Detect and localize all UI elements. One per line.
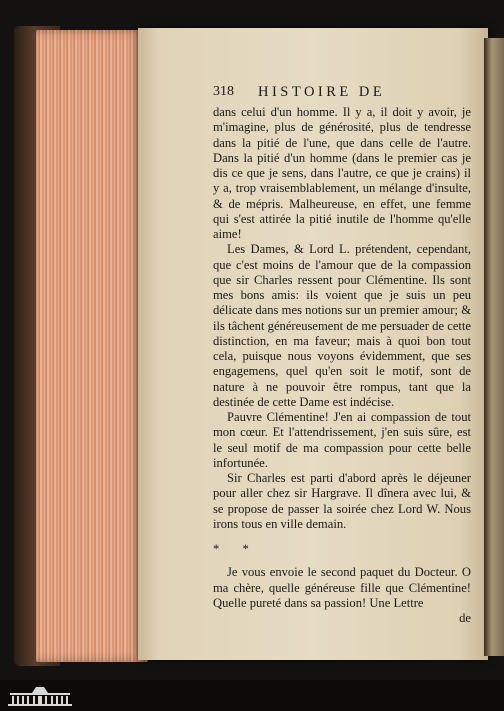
library-building-logo	[6, 684, 74, 708]
page-number: 318	[213, 84, 234, 99]
paragraph-5: Je vous envoie le second paquet du Docteur. O ma chère, quelle généreuse fille que Clémentine! Quelle pureté dans sa passion! Une Lettre	[213, 565, 471, 610]
page-edges	[36, 30, 148, 662]
catchword: de	[459, 611, 471, 625]
section-separator: * *	[213, 542, 259, 556]
page-header	[213, 84, 471, 102]
page-body	[213, 105, 471, 626]
paragraph-1: dans celui d'un homme. Il y a, il doit y avoir, je m'imagine, plus de générosité, plus de tendresse dans la pitié de l'une, que dans celle de l'autre. Dans la pitié d'un homme (dans le premier cas je dis ce que je sens, dans l'autre, ce que je crains) il y a, trop vraisemblablement, un mélange d'insulte, & de mépris. Malheureuse, en effet, une femme qui s'est attirée la pitié inutile de l'homme qu'elle aime!	[213, 105, 471, 241]
running-title: HISTOIRE DE	[258, 84, 386, 100]
facing-page-edge	[484, 38, 504, 656]
paragraph-3: Pauvre Clémentine! J'en ai compassion de tout mon cœur. Et l'attendrissement, j'en suis sûre, est le seul motif de ma compassion pour cette belle infortunée.	[213, 410, 471, 470]
paragraph-4: Sir Charles est parti d'abord après le déjeuner pour aller chez sir Hargrave. Il dînera avec lui, & se propose de passer la soirée chez Lord W. Nous irons tous en ville demain.	[213, 471, 471, 531]
paragraph-2: Les Dames, & Lord L. prétendent, cependant, que c'est moins de l'amour que de la compassion que sir Charles ressent pour Clémentine. Ils sont mes bons amis: ils voient que je suis un peu délicate dans mes notions sur un premier amour; & ils tâchent généreusement de me persuader de cette distinction, en ma faveur; mais à quoi bon tout cela, puisque nous voyons évidemment, que ses engagemens, quel qu'en soit le motif, sont de nature à ne pouvoir être rompus, tant que la destinée de cette Dame est indécise.	[213, 242, 471, 409]
viewer-footer	[0, 680, 504, 711]
